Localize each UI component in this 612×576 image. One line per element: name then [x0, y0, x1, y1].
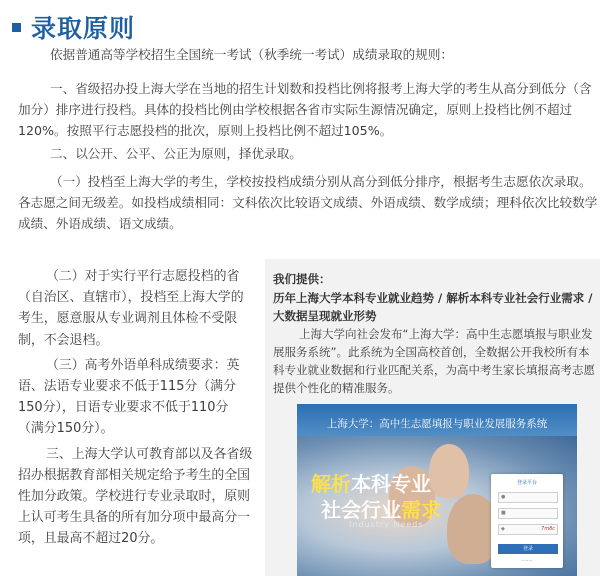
- slogan-line-2: [321, 494, 441, 523]
- page-title-bar: [12, 9, 135, 45]
- login-button[interactable]: 登录: [498, 544, 558, 554]
- card-subheading: 历年上海大学本科专业就业趋势 / 解析本科专业社会行业需求 / 大数据呈现就业形势: [273, 291, 593, 323]
- card-heading: 我们提供：: [273, 272, 331, 286]
- left-column: [18, 266, 254, 554]
- title-square-bullet: [12, 23, 21, 32]
- captcha-field[interactable]: [498, 524, 558, 535]
- rule-3-paragraph: 三、上海大学认可教育部以及各省级招办根据教育部相关规定给予考生的全国性加分政策。学校进行专业录取时，原则上认可考生具备的所有加分项中最高分一项，且最高不超过20分。: [18, 446, 253, 547]
- shield-icon: ◆: [501, 526, 505, 532]
- rule-2-1-paragraph: （一）投档至上海大学的考生，学校按投档成绩分别从高分到低分排序，根据考生志愿依次录取。各志愿之间无级差。如投档成绩相同：文科依次比较语文成绩、外语成绩、数学成绩；理科依次比较数学成绩、外语成绩、语文成绩。: [18, 174, 598, 232]
- slogan-text: 社会行业: [321, 498, 401, 522]
- username-field[interactable]: [498, 492, 558, 503]
- slogan-line-1: [311, 468, 431, 497]
- card-body-text: 上海大学向社会发布“上海大学：高中生志愿填报与职业发展服务系统”。此系统为全国高校首创，全数据公开我校所有本科专业就业数据和行业匹配关系，为高中考生家长填报高考志愿提供个性化的精准服务。: [273, 327, 595, 395]
- page-title: 录取原则: [31, 14, 136, 43]
- rule-2-2-paragraph: （二）对于实行平行志愿投档的省（自治区、直辖市），投档至上海大学的考生，愿意服从专业调剂且体检不受限制，不会退档。: [18, 269, 244, 348]
- person-figure: [429, 444, 469, 498]
- intro-paragraph: 依据普通高等学校招生全国统一考试（秋季统一考试）成绩录取的规则：: [50, 47, 453, 62]
- service-info-card: [265, 259, 600, 576]
- slogan-highlight: 需求: [401, 498, 441, 522]
- rule-2-3-paragraph: （三）高考外语单科成绩要求：英语、法语专业要求不低于115分（满分150分），日语专业要求不低于110分（满分150分）。: [18, 357, 240, 437]
- rule-1-paragraph: 一、省级招办投上海大学在当地的招生计划数和投档比例将报考上海大学的考生从高分到低分（含加分）排序进行投档。具体的投档比例由学校根据各省市实际生源情况确定，原则上投档比例不超过120%。按照平行志愿投档的批次，原则上投档比例不超过105%。: [18, 81, 592, 139]
- register-link[interactable]: ─ ─ ─: [522, 558, 532, 563]
- screenshot-title: 上海大学：高中生志愿填报与职业发展服务系统: [326, 418, 548, 430]
- user-icon: ●: [501, 494, 506, 500]
- captcha-image[interactable]: 7m8c: [541, 526, 555, 532]
- slogan-highlight: 解析: [311, 472, 351, 496]
- login-panel: [491, 474, 563, 568]
- system-screenshot-image: [297, 404, 577, 576]
- slogan-english: Industry Needs: [349, 520, 424, 529]
- rule-2-paragraph: 二、以公开、公平、公正为原则，择优录取。: [50, 146, 302, 161]
- lock-icon: ■: [501, 510, 506, 516]
- login-title: 登录平台: [516, 480, 537, 486]
- slogan-text: 本科专业: [351, 472, 431, 496]
- password-field[interactable]: [498, 508, 558, 519]
